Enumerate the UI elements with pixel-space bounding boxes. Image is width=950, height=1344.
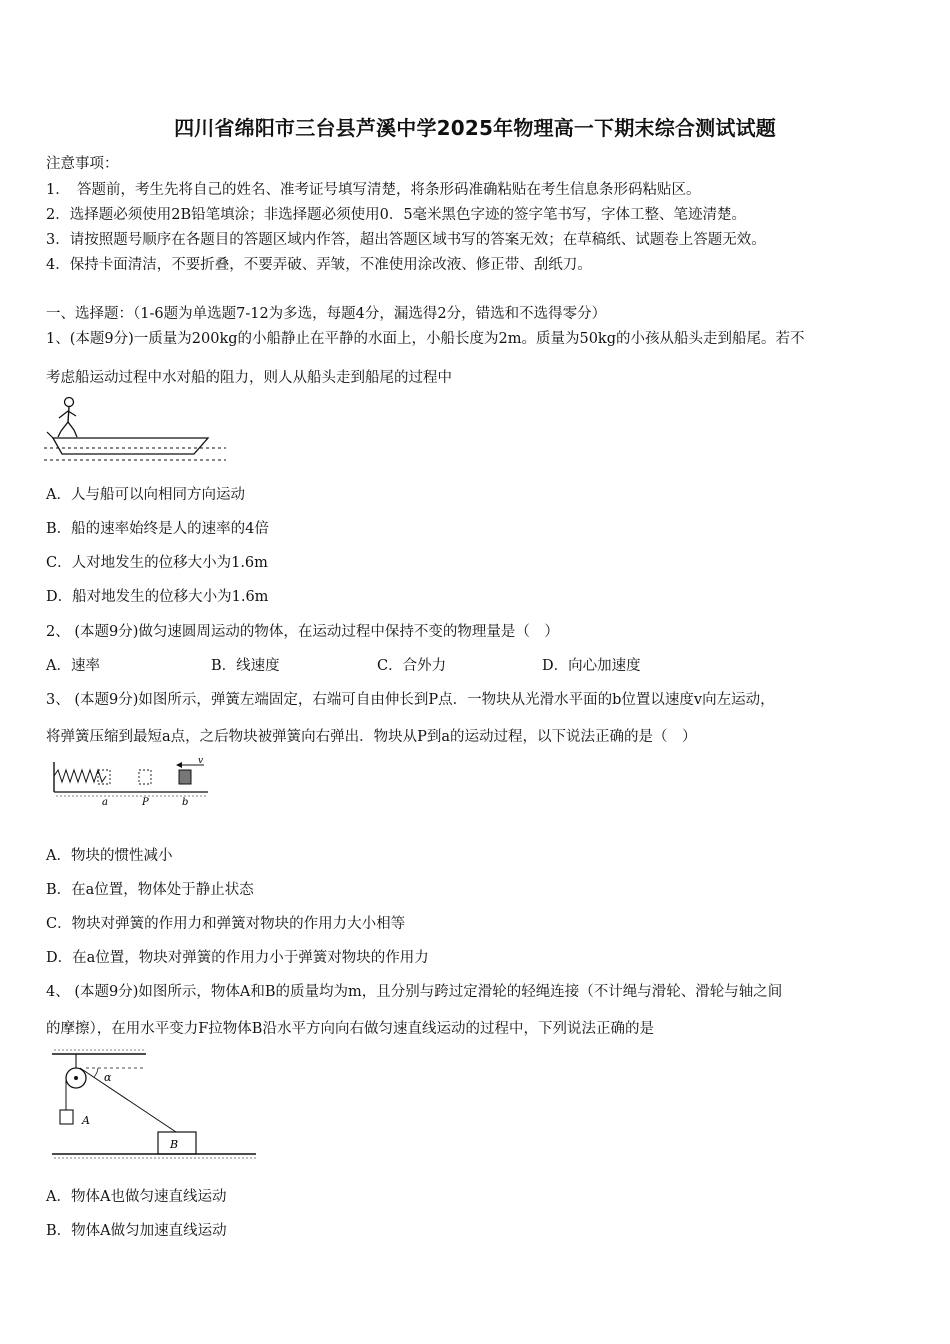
question-1-option-d: D．船对地发生的位移大小为1.6m <box>46 589 269 605</box>
question-3-option-d: D．在a位置，物块对弹簧的作用力小于弹簧对物块的作用力 <box>46 950 429 966</box>
pulley-figure <box>46 1048 260 1166</box>
block-a-label: A <box>82 1114 90 1127</box>
question-3-option-a: A．物块的惯性减小 <box>46 848 173 864</box>
note-item: 2．选择题必须使用2B铅笔填涂；非选择题必须使用0．5毫米黑色字迹的签字笔书写，字体工整、笔迹清楚。 <box>46 207 747 223</box>
question-3-option-c: C．物块对弹簧的作用力和弹簧对物块的作用力大小相等 <box>46 916 406 932</box>
question-3-stem: 3、 (本题9分)如图所示，弹簧左端固定，右端可自由伸长到P点．一物块从光滑水平面的b位置以速度v向左运动， <box>46 692 775 708</box>
boat-figure <box>44 394 230 466</box>
question-1-option-a: A．人与船可以向相同方向运动 <box>46 487 245 503</box>
question-2-options <box>46 654 906 674</box>
angle-alpha-label: α <box>104 1071 112 1084</box>
question-4-option-b: B．物体A做匀加速直线运动 <box>46 1223 227 1239</box>
question-1-stem: 1、(本题9分)一质量为200kg的小船静止在平静的水面上，小船长度为2m。质量为50kg的小孩从船头走到船尾。若不 <box>46 331 805 347</box>
question-1-stem-cont: 考虑船运动过程中水对船的阻力，则人从船头走到船尾的过程中 <box>46 370 452 386</box>
note-item: 1． 答题前，考生先将自己的姓名、准考证号填写清楚，将条形码准确粘贴在考生信息条形码粘贴区。 <box>46 182 701 198</box>
point-p-label: P <box>142 797 149 808</box>
point-a-label: a <box>102 797 108 808</box>
question-4-stem: 4、 (本题9分)如图所示，物体A和B的质量均为m，且分别与跨过定滑轮的轻绳连接（不计绳与滑轮、滑轮与轴之间 <box>46 984 783 1000</box>
question-2-option-b: B．线速度 <box>211 658 280 674</box>
question-3-stem-cont: 将弹簧压缩到最短a点，之后物块被弹簧向右弹出．物块从P到a的运动过程，以下说法正确的是（ ） <box>46 729 697 745</box>
note-item: 3．请按照题号顺序在各题目的答题区域内作答，超出答题区域书写的答案无效；在草稿纸、试题卷上答题无效。 <box>46 232 766 248</box>
question-4-option-a: A．物体A也做匀速直线运动 <box>46 1189 227 1205</box>
block-b-label: B <box>170 1138 179 1151</box>
question-2-option-a: A．速率 <box>46 658 100 674</box>
point-b-label: b <box>182 797 189 808</box>
note-item: 4．保持卡面清洁，不要折叠，不要弄破、弄皱，不准使用涂改液、修正带、刮纸刀。 <box>46 257 592 273</box>
velocity-label: v <box>198 756 204 766</box>
question-4-stem-cont: 的摩擦），在用水平变力F拉物体B沿水平方向向右做匀速直线运动的过程中，下列说法正确的是 <box>46 1021 654 1037</box>
question-2-stem: 2、 (本题9分)做匀速圆周运动的物体，在运动过程中保持不变的物理量是（ ） <box>46 624 559 640</box>
question-2-option-d: D．向心加速度 <box>542 658 641 674</box>
section-heading: 一、选择题：（1-6题为单选题7-12为多选，每题4分，漏选得2分，错选和不选得零分） <box>46 306 607 322</box>
question-1-option-c: C．人对地发生的位移大小为1.6m <box>46 555 268 571</box>
notes-heading: 注意事项： <box>46 156 119 172</box>
question-1-option-b: B．船的速率始终是人的速率的4倍 <box>46 521 269 537</box>
spring-figure <box>50 758 215 810</box>
page-title: 四川省绵阳市三台县芦溪中学2025年物理高一下期末综合测试试题 <box>174 116 776 140</box>
question-2-option-c: C．合外力 <box>377 658 447 674</box>
question-3-option-b: B．在a位置，物体处于静止状态 <box>46 882 254 898</box>
